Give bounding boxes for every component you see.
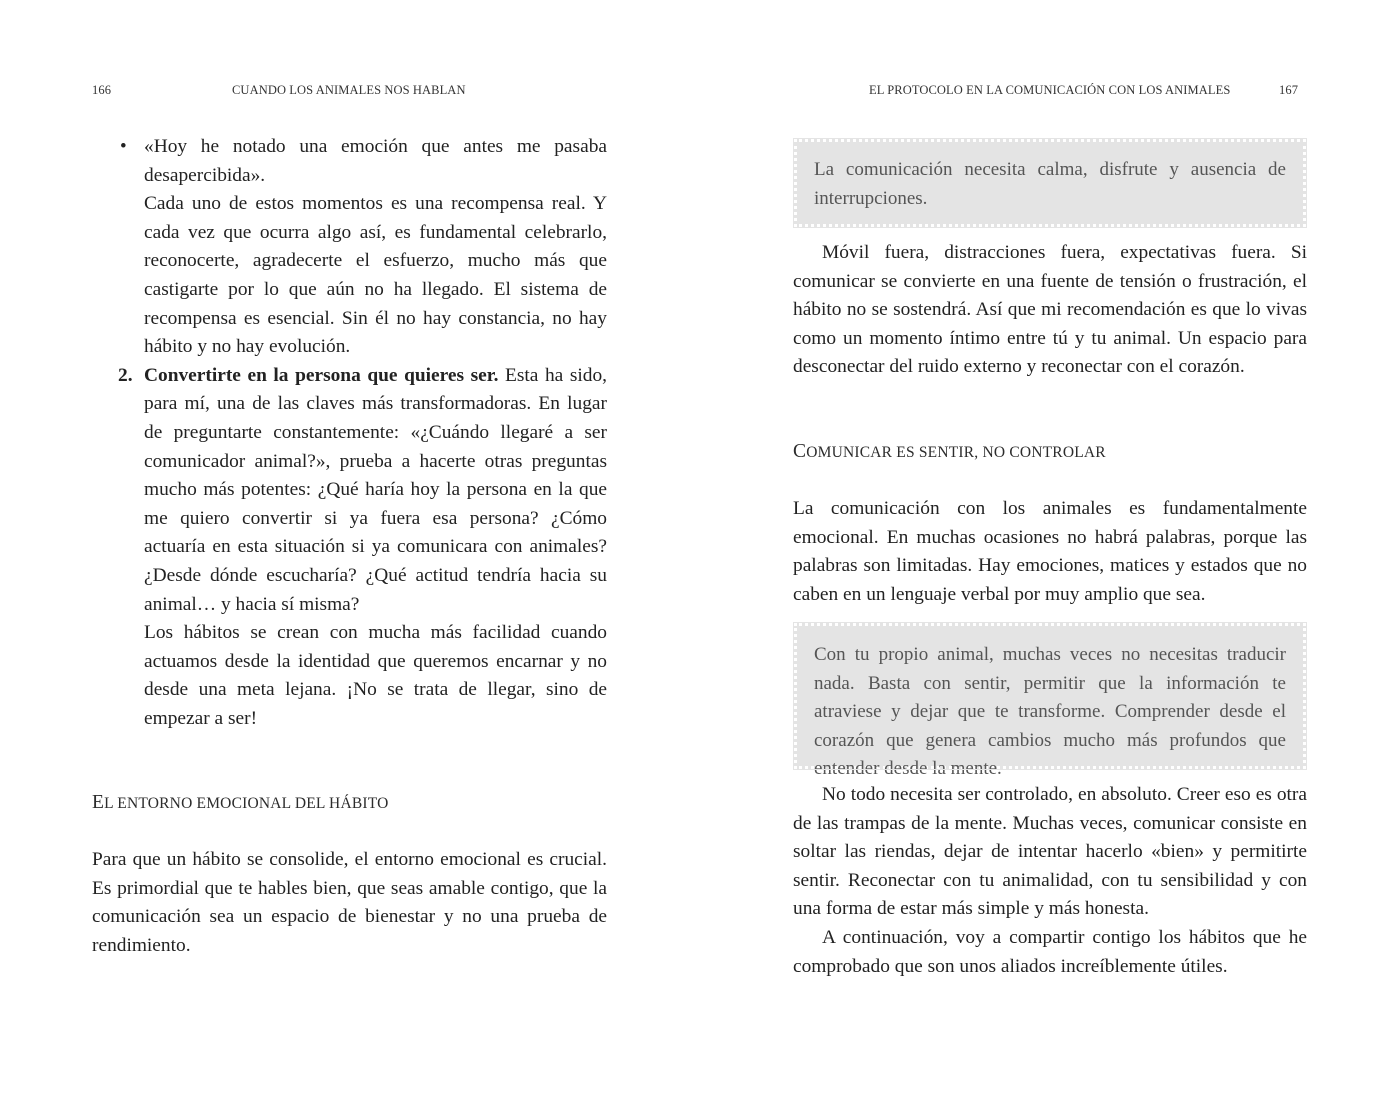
bullet-text: «Hoy he notado una emoción que antes me pasaba desapercibida». [144, 136, 607, 186]
heading-rest: L ENTORNO EMOCIONAL DEL HÁBITO [104, 795, 389, 812]
heading-rest: OMUNICAR ES SENTIR, NO CONTROLAR [806, 444, 1106, 461]
right-body-3 [793, 781, 1307, 981]
item-text: Esta ha sido, para mí, una de las claves más transformadoras. En lugar de preguntarte constantemente: «¿Cuándo llegaré a ser comunicador animal?», prueba a hacerte otras preguntas mucho más potentes: ¿Qué haría hoy la persona en la que me quiero convertir si ya fuera esa persona? ¿Cómo actuaría en esta situación si ya comunicara con animales? ¿Desde dónde escucharía? ¿Qué actitud tendría hacia su animal… y hacia sí misma? [144, 364, 607, 615]
paragraph-habits: Los hábitos se crean con mucha más facilidad cuando actuamos desde la identidad que queremos encarnar y no desde una meta lejana. ¡No se trata de llegar, sino de empezar a ser! [144, 622, 607, 729]
running-head-left: CUANDO LOS ANIMALES NOS HABLAN [232, 83, 466, 97]
running-head-right: EL PROTOCOLO EN LA COMUNICACIÓN CON LOS ANIMALES [869, 83, 1231, 97]
paragraph-control: No todo necesita ser controlado, en absoluto. Creer eso es otra de las trampas de la mente. Muchas veces, comunicar consiste en soltar las riendas, dejar de intentar hacerlo «bien» y permitirte sentir. Reconectar con tu animalidad, con tu sensibilidad y con una forma de estar más simple y más honesta. [793, 784, 1307, 920]
right-body-1 [793, 239, 1307, 382]
page-number-right: 167 [1279, 83, 1299, 97]
numbered-item-2 [118, 362, 607, 619]
heading-initial: E [92, 792, 105, 813]
paragraph-mobile: Móvil fuera, distracciones fuera, expectativas fuera. Si comunicar se convierte en una fuente de tensión o frustración, el hábito no se sostendrá. Así que mi recomendación es que lo vivas como un momento íntimo entre tú y tu animal. Un espacio para desconectar del ruido externo y reconectar con el corazón. [793, 242, 1307, 378]
paragraph-environment: Para que un hábito se consolide, el entorno emocional es crucial. Es primordial que te hables bien, que seas amable contigo, que la comunicación sea un espacio de bienestar y no una prueba de rendimiento. [92, 849, 607, 956]
section-heading-right [793, 441, 1106, 463]
right-page [700, 0, 1400, 1114]
bullet-mark: • [120, 136, 127, 157]
page-number-left: 166 [92, 83, 112, 97]
callout-box-1 [794, 139, 1306, 227]
callout-text-2: Con tu propio animal, muchas veces no necesitas traducir nada. Basta con sentir, permitir que la información te atraviese y dejar que te transforme. Comprender desde el corazón que genera cambios mucho más profundos que entender desde la mente. [814, 644, 1286, 780]
right-body-2 [793, 495, 1307, 609]
item-number: 2. [118, 364, 133, 386]
callout-box-2 [794, 623, 1306, 780]
paragraph-next: A continuación, voy a compartir contigo los hábitos que he comprobado que son unos aliados increíblemente útiles. [793, 926, 1307, 977]
left-body-top [118, 133, 607, 733]
bullet-item [120, 133, 607, 190]
paragraph-emotional: La comunicación con los animales es fundamentalmente emocional. En muchas ocasiones no habrá palabras, porque las palabras son limitadas. Hay emociones, matices y estados que no caben en un lenguaje verbal por muy amplio que sea. [793, 498, 1307, 605]
callout-text-1: La comunicación necesita calma, disfrute y ausencia de interrupciones. [814, 159, 1286, 209]
item-bold-lead: Convertirte en la persona que quieres ser. [144, 364, 499, 386]
left-body-bottom [92, 846, 607, 960]
heading-initial: C [793, 441, 807, 462]
paragraph-reward: Cada uno de estos momentos es una recompensa real. Y cada vez que ocurra algo así, es fundamental celebrarlo, reconocerte, agradecerte el esfuerzo, mucho más que castigarte por lo que aún no ha llegado. El sistema de recompensa es esencial. Sin él no hay constancia, no hay hábito y no hay evolución. [144, 193, 607, 358]
section-heading-left [92, 792, 389, 814]
